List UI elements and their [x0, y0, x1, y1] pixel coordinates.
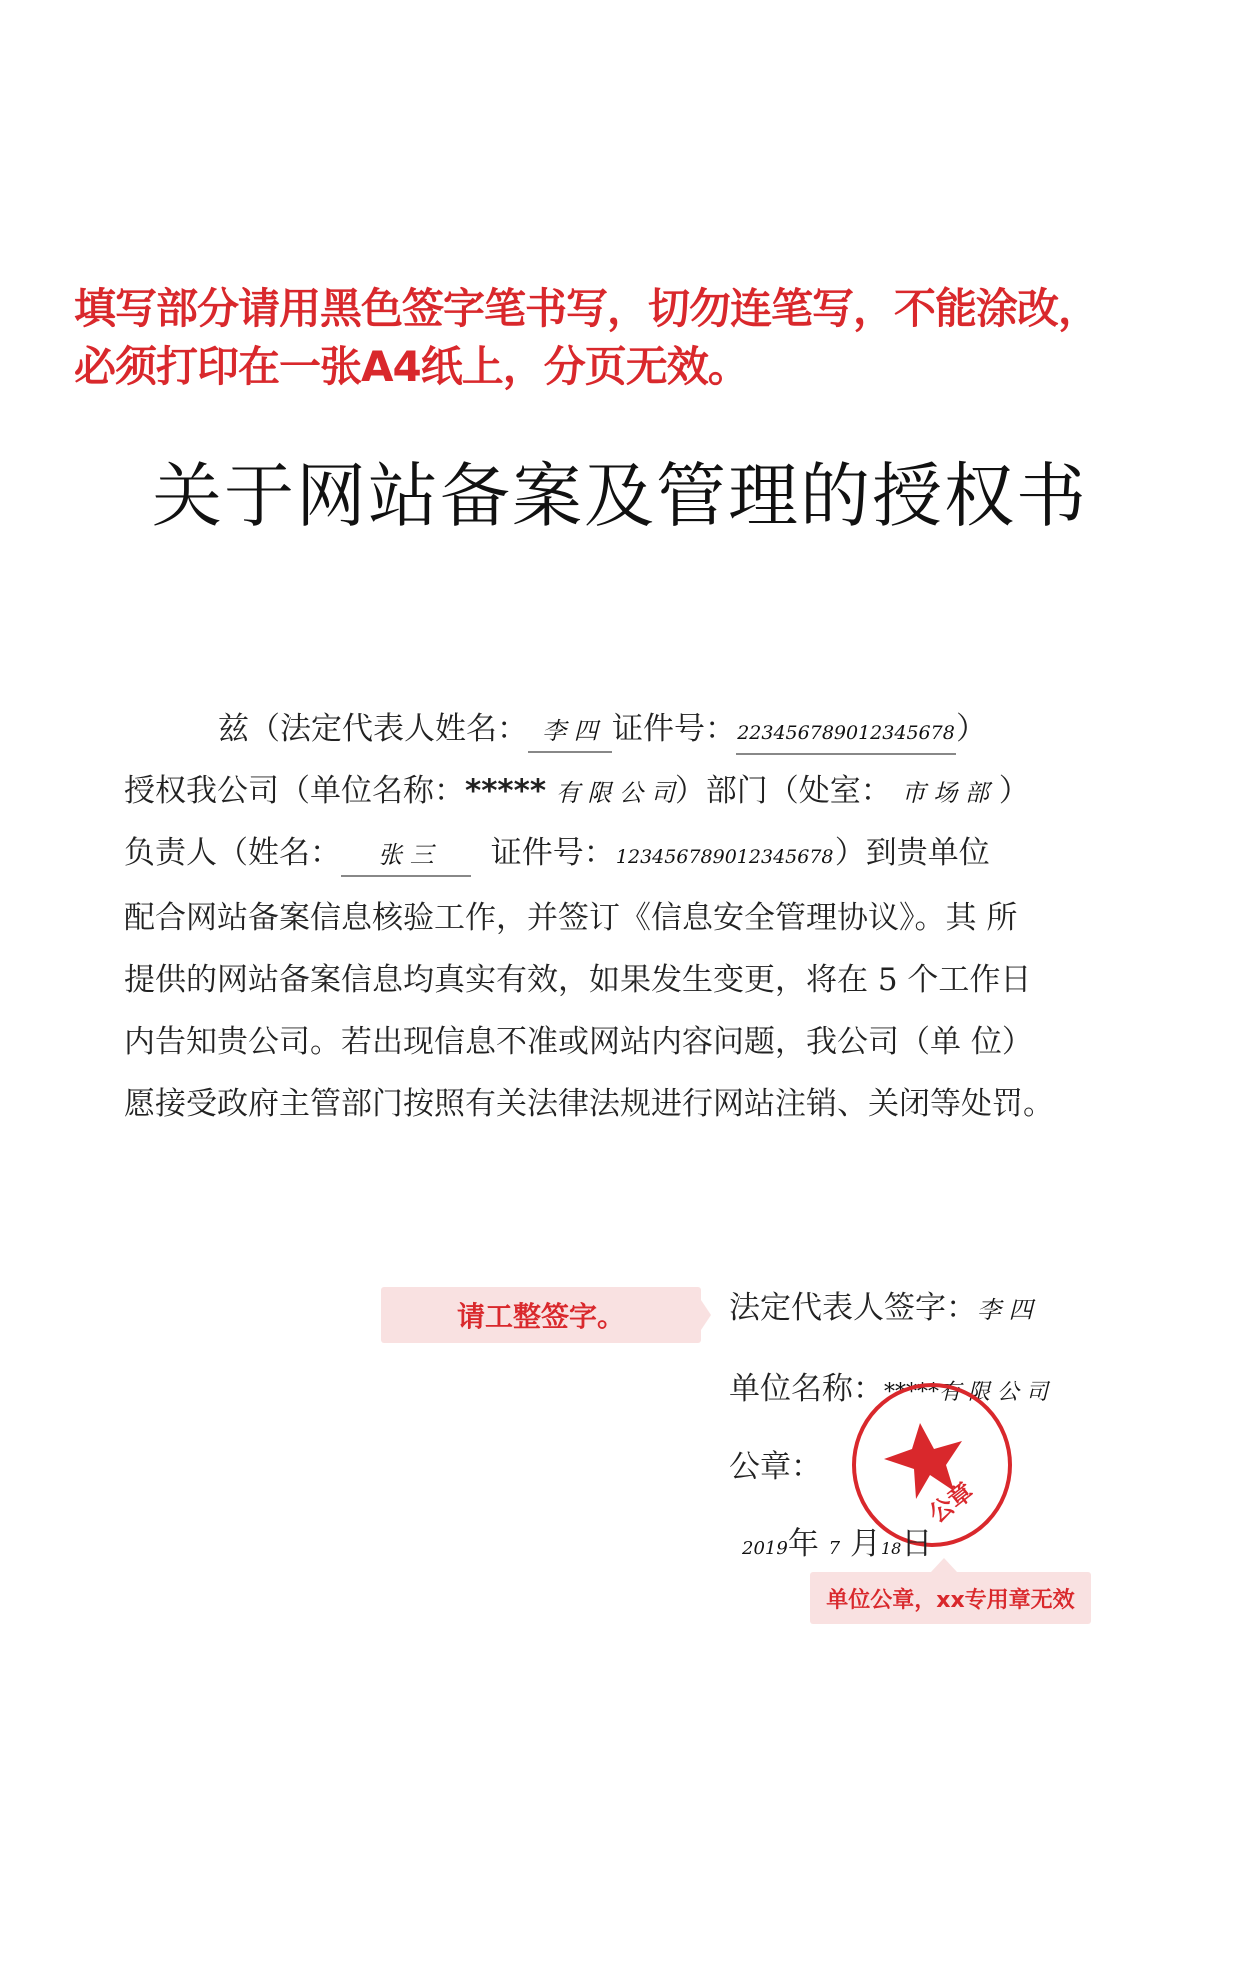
notice-line-2: 必须打印在一张A4纸上，分页无效。 — [74, 342, 749, 391]
year-field[interactable]: 2019 — [742, 1538, 788, 1559]
text: 负责人（姓名： — [124, 835, 341, 871]
seal-text: 公章 — [923, 1476, 979, 1529]
date-line — [742, 1524, 932, 1569]
text: 证件号： — [612, 711, 736, 747]
person-name-field[interactable]: 张 三 — [341, 835, 471, 877]
company-label: 单位名称： — [729, 1371, 884, 1407]
text: ）部门（处室： — [674, 773, 892, 809]
sign-tip-callout: 请工整签字。 — [381, 1287, 701, 1343]
text: 授权我公司（单位名称： — [124, 773, 465, 809]
seal-label: 公章： — [729, 1449, 822, 1485]
person-id-field[interactable]: 123456789012345678 — [615, 846, 834, 868]
seal-stamp — [850, 1383, 1014, 1547]
body-line-1 — [218, 709, 987, 755]
text: ）到贵单位 — [834, 835, 990, 871]
legal-rep-id-field[interactable]: 223456789012345678 — [736, 713, 956, 755]
day-label: 日 — [901, 1526, 933, 1562]
company-name-field[interactable]: 有 限 公 司 — [555, 779, 675, 807]
department-field[interactable]: 市 场 部 — [901, 779, 989, 807]
body-line-4: 配合网站备案信息核验工作，并签订《信息安全管理协议》。其 所 — [124, 900, 1018, 936]
rep-signature-line — [729, 1288, 1033, 1330]
callout-pointer — [701, 1300, 711, 1330]
notice-line-1: 填写部分请用黑色签字笔书写，切勿连笔写，不能涂改， — [74, 284, 1100, 333]
callout-pointer — [931, 1558, 957, 1572]
legal-rep-name-field[interactable]: 李 四 — [528, 711, 612, 753]
text: 兹（法定代表人姓名： — [218, 711, 528, 747]
document-title: 关于网站备案及管理的授权书 — [152, 455, 1088, 537]
seal-tip-callout: 单位公章，xx专用章无效 — [810, 1572, 1091, 1624]
text: ） — [998, 773, 1030, 809]
day-field[interactable]: 18 — [880, 1539, 902, 1558]
rep-label: 法定代表人签字： — [729, 1290, 977, 1326]
company-stars[interactable]: ***** — [465, 773, 547, 809]
body-line-6: 内告知贵公司。若出现信息不准或网站内容问题，我公司（单 位） — [124, 1024, 1033, 1060]
year-label: 年 — [787, 1526, 819, 1562]
company-signature-field[interactable]: *****有 限 公 司 — [884, 1380, 1048, 1405]
body-line-5: 提供的网站备案信息均真实有效，如果发生变更，将在 5 个工作日 — [124, 962, 1032, 998]
month-label: 月 — [849, 1526, 881, 1562]
text: 证件号： — [490, 835, 615, 871]
body-line-7: 愿接受政府主管部门按照有关法律法规进行网站注销、关闭等处罚。 — [124, 1086, 1054, 1122]
body-line-2 — [124, 771, 1030, 813]
rep-signature-field[interactable]: 李 四 — [977, 1296, 1033, 1324]
text: ） — [956, 711, 987, 747]
month-field[interactable]: 7 — [828, 1538, 841, 1559]
body-line-3 — [124, 833, 990, 877]
